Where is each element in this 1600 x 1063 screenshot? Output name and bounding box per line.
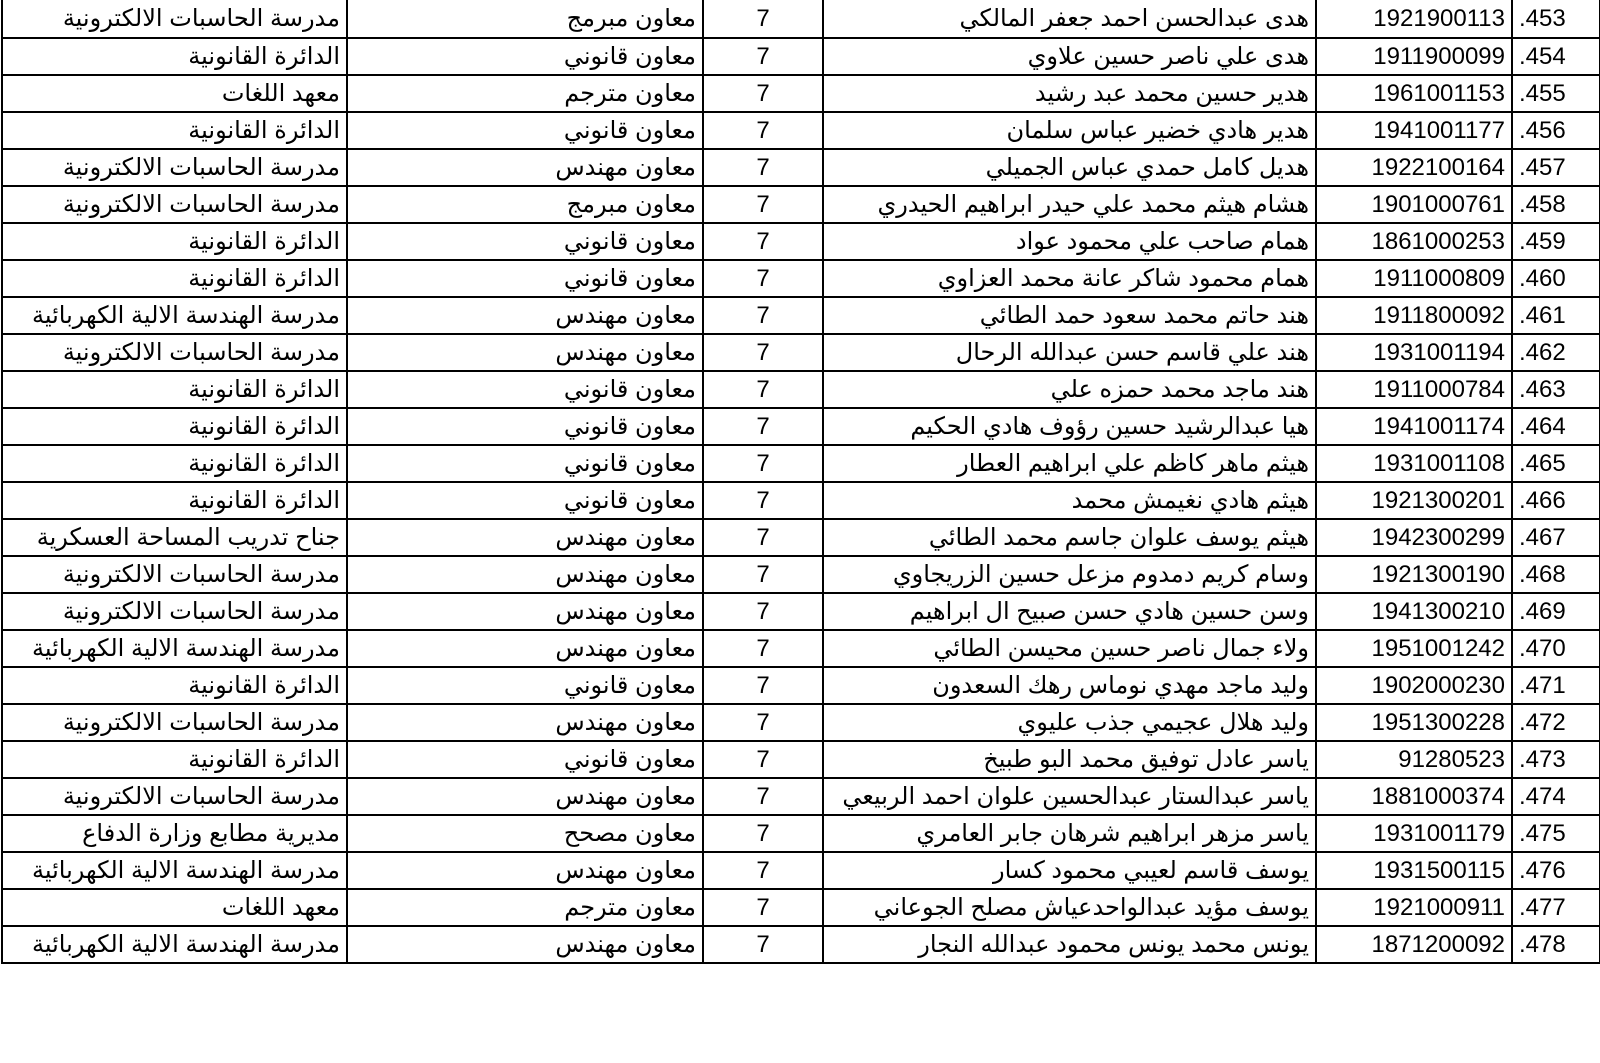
grade-cell: 7 — [703, 371, 823, 408]
employee-id-cell: 1902000230 — [1316, 667, 1512, 704]
employee-id-cell: 1931001108 — [1316, 445, 1512, 482]
row-number-cell: 471. — [1512, 667, 1600, 704]
row-number-cell: 475. — [1512, 815, 1600, 852]
table-row — [2, 630, 1600, 667]
table-row — [2, 704, 1600, 741]
row-number-cell: 454. — [1512, 38, 1600, 75]
employee-id-cell: 1911900099 — [1316, 38, 1512, 75]
employee-id-cell: 1921900113 — [1316, 0, 1512, 38]
unit-cell: مديرية مطابع وزارة الدفاع — [2, 815, 347, 852]
employee-name-cell: هديل كامل حمدي عباس الجميلي — [823, 149, 1316, 186]
job-title-cell: معاون قانوني — [347, 408, 703, 445]
table-row — [2, 667, 1600, 704]
employee-id-cell: 1951300228 — [1316, 704, 1512, 741]
employee-name-cell: يوسف قاسم لعيبي محمود كسار — [823, 852, 1316, 889]
employee-id-cell: 91280523 — [1316, 741, 1512, 778]
employee-id-cell: 1861000253 — [1316, 223, 1512, 260]
job-title-cell: معاون مترجم — [347, 889, 703, 926]
employee-id-cell: 1961001153 — [1316, 75, 1512, 112]
unit-cell: الدائرة القانونية — [2, 260, 347, 297]
employee-id-cell: 1931500115 — [1316, 852, 1512, 889]
roster-table-body — [2, 0, 1600, 963]
row-number-cell: 476. — [1512, 852, 1600, 889]
unit-cell: معهد اللغات — [2, 75, 347, 112]
unit-cell: مدرسة الهندسة الالية الكهربائية — [2, 630, 347, 667]
employee-name-cell: هند علي قاسم حسن عبدالله الرحال — [823, 334, 1316, 371]
employee-name-cell: ولاء جمال ناصر حسين محيسن الطائي — [823, 630, 1316, 667]
table-row — [2, 371, 1600, 408]
employee-name-cell: هدى علي ناصر حسين علاوي — [823, 38, 1316, 75]
employee-id-cell: 1911000784 — [1316, 371, 1512, 408]
employee-name-cell: هشام هيثم محمد علي حيدر ابراهيم الحيدري — [823, 186, 1316, 223]
grade-cell: 7 — [703, 408, 823, 445]
row-number-cell: 464. — [1512, 408, 1600, 445]
employee-name-cell: هيثم ماهر كاظم علي ابراهيم العطار — [823, 445, 1316, 482]
row-number-cell: 460. — [1512, 260, 1600, 297]
row-number-cell: 455. — [1512, 75, 1600, 112]
unit-cell: مدرسة الحاسبات الالكترونية — [2, 778, 347, 815]
employee-name-cell: ياسر عادل توفيق محمد البو طبيخ — [823, 741, 1316, 778]
employee-name-cell: يوسف مؤيد عبدالواحدعياش مصلح الجوعاني — [823, 889, 1316, 926]
grade-cell: 7 — [703, 112, 823, 149]
unit-cell: الدائرة القانونية — [2, 741, 347, 778]
table-row — [2, 223, 1600, 260]
employee-name-cell: وسام كريم دمدوم مزعل حسين الزريجاوي — [823, 556, 1316, 593]
employee-id-cell: 1942300299 — [1316, 519, 1512, 556]
grade-cell: 7 — [703, 630, 823, 667]
grade-cell: 7 — [703, 334, 823, 371]
job-title-cell: معاون قانوني — [347, 445, 703, 482]
row-number-cell: 457. — [1512, 149, 1600, 186]
employee-name-cell: هيثم يوسف علوان جاسم محمد الطائي — [823, 519, 1316, 556]
grade-cell: 7 — [703, 778, 823, 815]
table-row — [2, 815, 1600, 852]
employee-id-cell: 1911000809 — [1316, 260, 1512, 297]
job-title-cell: معاون مهندس — [347, 519, 703, 556]
unit-cell: معهد اللغات — [2, 889, 347, 926]
employee-id-cell: 1941300210 — [1316, 593, 1512, 630]
table-row — [2, 0, 1600, 38]
employee-id-cell: 1941001174 — [1316, 408, 1512, 445]
job-title-cell: معاون مهندس — [347, 593, 703, 630]
unit-cell: الدائرة القانونية — [2, 371, 347, 408]
table-row — [2, 445, 1600, 482]
job-title-cell: معاون قانوني — [347, 667, 703, 704]
roster-table — [1, 0, 1600, 964]
grade-cell: 7 — [703, 149, 823, 186]
employee-name-cell: ياسر عبدالستار عبدالحسين علوان احمد الربيعي — [823, 778, 1316, 815]
grade-cell: 7 — [703, 741, 823, 778]
unit-cell: مدرسة الهندسة الالية الكهربائية — [2, 926, 347, 963]
job-title-cell: معاون مهندس — [347, 852, 703, 889]
job-title-cell: معاون قانوني — [347, 482, 703, 519]
job-title-cell: معاون مهندس — [347, 704, 703, 741]
job-title-cell: معاون مهندس — [347, 334, 703, 371]
grade-cell: 7 — [703, 593, 823, 630]
employee-id-cell: 1911800092 — [1316, 297, 1512, 334]
grade-cell: 7 — [703, 889, 823, 926]
row-number-cell: 465. — [1512, 445, 1600, 482]
employee-name-cell: يونس محمد يونس محمود عبدالله النجار — [823, 926, 1316, 963]
row-number-cell: 458. — [1512, 186, 1600, 223]
unit-cell: مدرسة الحاسبات الالكترونية — [2, 149, 347, 186]
employee-name-cell: هند ماجد محمد حمزه علي — [823, 371, 1316, 408]
employee-id-cell: 1922100164 — [1316, 149, 1512, 186]
row-number-cell: 478. — [1512, 926, 1600, 963]
job-title-cell: معاون مبرمج — [347, 0, 703, 38]
employee-name-cell: ياسر مزهر ابراهيم شرهان جابر العامري — [823, 815, 1316, 852]
job-title-cell: معاون قانوني — [347, 38, 703, 75]
job-title-cell: معاون مهندس — [347, 297, 703, 334]
unit-cell: الدائرة القانونية — [2, 667, 347, 704]
grade-cell: 7 — [703, 704, 823, 741]
row-number-cell: 469. — [1512, 593, 1600, 630]
unit-cell: الدائرة القانونية — [2, 223, 347, 260]
row-number-cell: 468. — [1512, 556, 1600, 593]
job-title-cell: معاون قانوني — [347, 371, 703, 408]
grade-cell: 7 — [703, 519, 823, 556]
row-number-cell: 472. — [1512, 704, 1600, 741]
row-number-cell: 453. — [1512, 0, 1600, 38]
grade-cell: 7 — [703, 223, 823, 260]
employee-name-cell: همام صاحب علي محمود عواد — [823, 223, 1316, 260]
row-number-cell: 463. — [1512, 371, 1600, 408]
unit-cell: مدرسة الحاسبات الالكترونية — [2, 334, 347, 371]
employee-id-cell: 1921000911 — [1316, 889, 1512, 926]
row-number-cell: 467. — [1512, 519, 1600, 556]
grade-cell: 7 — [703, 186, 823, 223]
unit-cell: مدرسة الحاسبات الالكترونية — [2, 704, 347, 741]
employee-id-cell: 1921300201 — [1316, 482, 1512, 519]
job-title-cell: معاون مهندس — [347, 556, 703, 593]
employee-id-cell: 1951001242 — [1316, 630, 1512, 667]
employee-id-cell: 1901000761 — [1316, 186, 1512, 223]
table-row — [2, 852, 1600, 889]
table-row — [2, 112, 1600, 149]
job-title-cell: معاون مصحح — [347, 815, 703, 852]
employee-name-cell: وسن حسين هادي حسن صبيح ال ابراهيم — [823, 593, 1316, 630]
grade-cell: 7 — [703, 445, 823, 482]
grade-cell: 7 — [703, 75, 823, 112]
table-row — [2, 149, 1600, 186]
unit-cell: الدائرة القانونية — [2, 38, 347, 75]
row-number-cell: 456. — [1512, 112, 1600, 149]
employee-name-cell: هدير حسين محمد عبد رشيد — [823, 75, 1316, 112]
unit-cell: مدرسة الحاسبات الالكترونية — [2, 593, 347, 630]
job-title-cell: معاون مهندس — [347, 149, 703, 186]
grade-cell: 7 — [703, 926, 823, 963]
job-title-cell: معاون مترجم — [347, 75, 703, 112]
employee-name-cell: وليد هلال عجيمي جذب عليوي — [823, 704, 1316, 741]
grade-cell: 7 — [703, 852, 823, 889]
unit-cell: مدرسة الحاسبات الالكترونية — [2, 556, 347, 593]
table-row — [2, 889, 1600, 926]
employee-name-cell: هدير هادي خضير عباس سلمان — [823, 112, 1316, 149]
row-number-cell: 459. — [1512, 223, 1600, 260]
job-title-cell: معاون قانوني — [347, 112, 703, 149]
unit-cell: مدرسة الهندسة الالية الكهربائية — [2, 852, 347, 889]
row-number-cell: 477. — [1512, 889, 1600, 926]
employee-name-cell: همام محمود شاكر عانة محمد العزاوي — [823, 260, 1316, 297]
employee-id-cell: 1921300190 — [1316, 556, 1512, 593]
unit-cell: الدائرة القانونية — [2, 445, 347, 482]
row-number-cell: 466. — [1512, 482, 1600, 519]
unit-cell: الدائرة القانونية — [2, 482, 347, 519]
table-row — [2, 556, 1600, 593]
grade-cell: 7 — [703, 815, 823, 852]
table-row — [2, 260, 1600, 297]
table-row — [2, 482, 1600, 519]
table-row — [2, 519, 1600, 556]
employee-id-cell: 1931001194 — [1316, 334, 1512, 371]
unit-cell: مدرسة الحاسبات الالكترونية — [2, 0, 347, 38]
grade-cell: 7 — [703, 482, 823, 519]
grade-cell: 7 — [703, 556, 823, 593]
job-title-cell: معاون مهندس — [347, 926, 703, 963]
employee-id-cell: 1931001179 — [1316, 815, 1512, 852]
unit-cell: جناح تدريب المساحة العسكرية — [2, 519, 347, 556]
grade-cell: 7 — [703, 667, 823, 704]
job-title-cell: معاون مهندس — [347, 630, 703, 667]
employee-name-cell: هيا عبدالرشيد حسين رؤوف هادي الحكيم — [823, 408, 1316, 445]
employee-name-cell: هدى عبدالحسن احمد جعفر المالكي — [823, 0, 1316, 38]
row-number-cell: 462. — [1512, 334, 1600, 371]
job-title-cell: معاون مهندس — [347, 778, 703, 815]
unit-cell: مدرسة الهندسة الالية الكهربائية — [2, 297, 347, 334]
table-row — [2, 38, 1600, 75]
grade-cell: 7 — [703, 297, 823, 334]
table-row — [2, 593, 1600, 630]
employee-name-cell: هيثم هادي نغيمش محمد — [823, 482, 1316, 519]
table-row — [2, 297, 1600, 334]
employee-id-cell: 1881000374 — [1316, 778, 1512, 815]
grade-cell: 7 — [703, 0, 823, 38]
employee-id-cell: 1871200092 — [1316, 926, 1512, 963]
unit-cell: الدائرة القانونية — [2, 112, 347, 149]
table-row — [2, 926, 1600, 963]
employee-name-cell: وليد ماجد مهدي نوماس رهك السعدون — [823, 667, 1316, 704]
row-number-cell: 474. — [1512, 778, 1600, 815]
job-title-cell: معاون قانوني — [347, 223, 703, 260]
employee-name-cell: هند حاتم محمد سعود حمد الطائي — [823, 297, 1316, 334]
table-row — [2, 186, 1600, 223]
table-row — [2, 408, 1600, 445]
job-title-cell: معاون مبرمج — [347, 186, 703, 223]
row-number-cell: 470. — [1512, 630, 1600, 667]
table-row — [2, 741, 1600, 778]
row-number-cell: 473. — [1512, 741, 1600, 778]
employee-id-cell: 1941001177 — [1316, 112, 1512, 149]
job-title-cell: معاون قانوني — [347, 260, 703, 297]
grade-cell: 7 — [703, 260, 823, 297]
table-row — [2, 334, 1600, 371]
unit-cell: مدرسة الحاسبات الالكترونية — [2, 186, 347, 223]
table-row — [2, 75, 1600, 112]
row-number-cell: 461. — [1512, 297, 1600, 334]
unit-cell: الدائرة القانونية — [2, 408, 347, 445]
job-title-cell: معاون قانوني — [347, 741, 703, 778]
table-row — [2, 778, 1600, 815]
grade-cell: 7 — [703, 38, 823, 75]
